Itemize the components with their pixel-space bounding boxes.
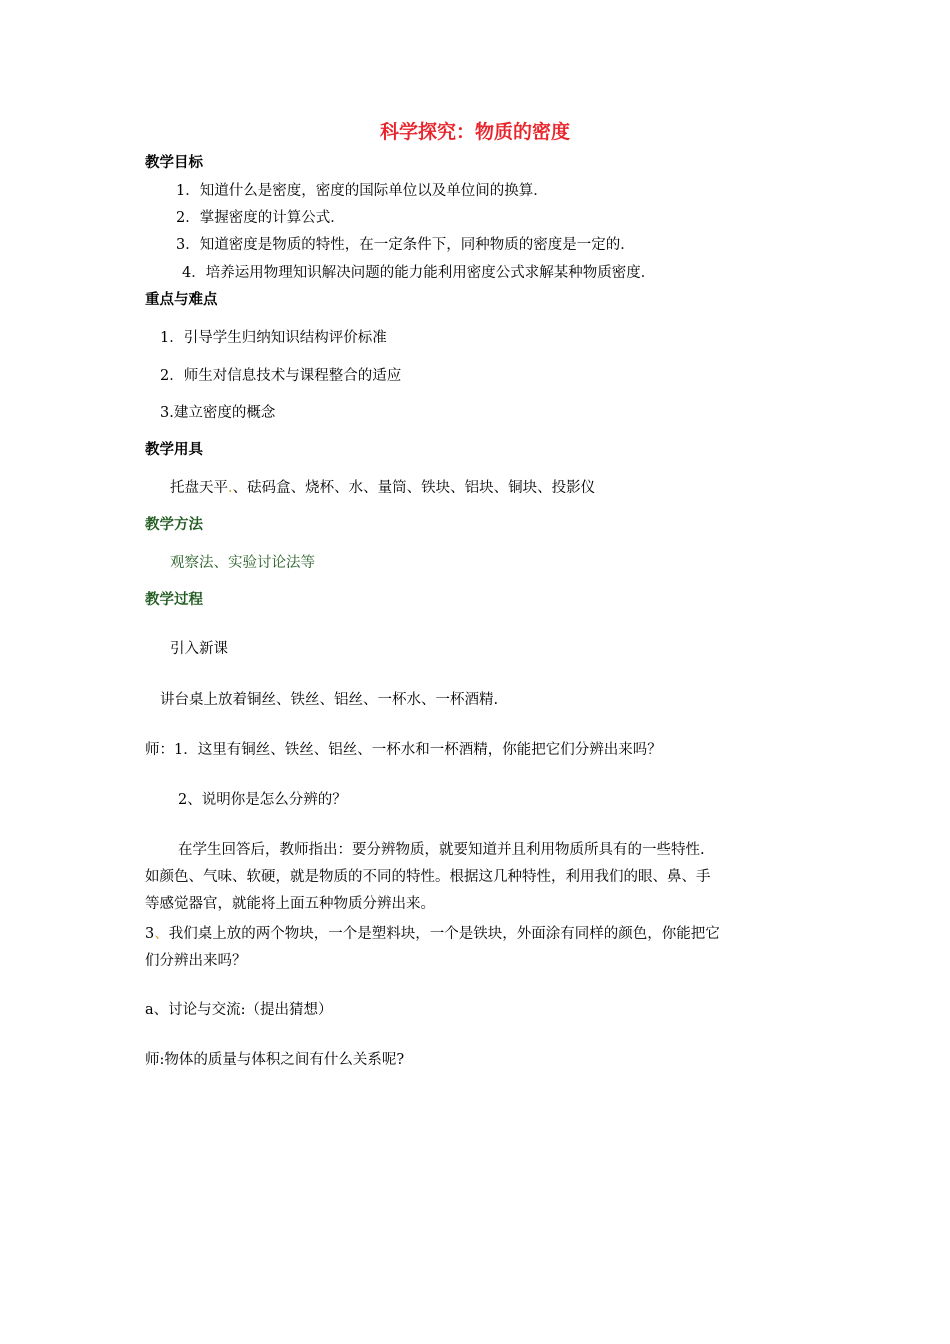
process-paragraph-5-line-2: 们分辨出来吗？ <box>145 953 247 969</box>
objective-item-3: 3．知道密度是物质的特性，在一定条件下，同种物质的密度是一定的． <box>176 237 635 253</box>
objective-item-4: 4．培养运用物理知识解决问题的能力能利用密度公式求解某种物质密度． <box>182 265 656 281</box>
process-paragraph-4-line-1: 在学生回答后，教师指出：要分辨物质，就要知道并且利用物质所具有的一些特性. <box>178 842 705 858</box>
key-point-item-2: 2．师生对信息技术与课程整合的适应 <box>160 368 402 384</box>
process-paragraph-5-line-1 <box>145 924 720 944</box>
heading-methods: 教学方法 <box>145 517 203 533</box>
heading-tools: 教学用具 <box>145 442 203 458</box>
process-paragraph-6: a、讨论与交流:（提出猜想） <box>145 1002 333 1018</box>
heading-key-points: 重点与难点 <box>145 292 218 308</box>
process-paragraph-3: 2、说明你是怎么分辨的？ <box>178 792 347 808</box>
tools-text-after: 、砝码盒、烧杯、水、量筒、铁块、铝块、铜块、投影仪 <box>232 480 596 496</box>
process-paragraph-5-text: 我们桌上放的两个物块，一个是塑料块，一个是铁块，外面涂有同样的颜色，你能把它 <box>168 926 720 942</box>
process-paragraph-5-number: 3 <box>145 926 155 942</box>
methods-text: 观察法、实验讨论法等 <box>170 555 315 571</box>
objective-item-2: 2．掌握密度的计算公式． <box>176 210 345 226</box>
tools-list <box>170 478 595 498</box>
process-paragraph-4-line-3: 等感觉器官，就能将上面五种物质分辨出来。 <box>145 896 435 912</box>
key-point-item-1: 1．引导学生归纳知识结构评价标准 <box>160 330 387 346</box>
process-paragraph-2: 师：1．这里有铜丝、铁丝、铝丝、一杯水和一杯酒精，你能把它们分辨出来吗？ <box>145 742 662 758</box>
process-paragraph-7: 师:物体的质量与体积之间有什么关系呢? <box>145 1052 405 1068</box>
page-title: 科学探究：物质的密度 <box>379 121 570 143</box>
key-point-item-3: 3.建立密度的概念 <box>160 405 276 421</box>
process-intro: 引入新课 <box>170 641 228 657</box>
process-paragraph-5-mark: 、 <box>154 926 169 942</box>
process-paragraph-1: 讲台桌上放着铜丝、铁丝、铝丝、一杯水、一杯酒精. <box>160 692 499 708</box>
objective-item-1: 1．知道什么是密度，密度的国际单位以及单位间的换算． <box>176 183 548 199</box>
tools-mark: . <box>228 480 233 496</box>
tools-text-before: 托盘天平 <box>170 480 228 496</box>
process-paragraph-4-line-2: 如颜色、气味、软硬，就是物质的不同的特性。根据这几种特性，利用我们的眼、鼻、手 <box>145 869 711 885</box>
heading-objectives: 教学目标 <box>145 155 203 171</box>
heading-process: 教学过程 <box>145 592 203 608</box>
